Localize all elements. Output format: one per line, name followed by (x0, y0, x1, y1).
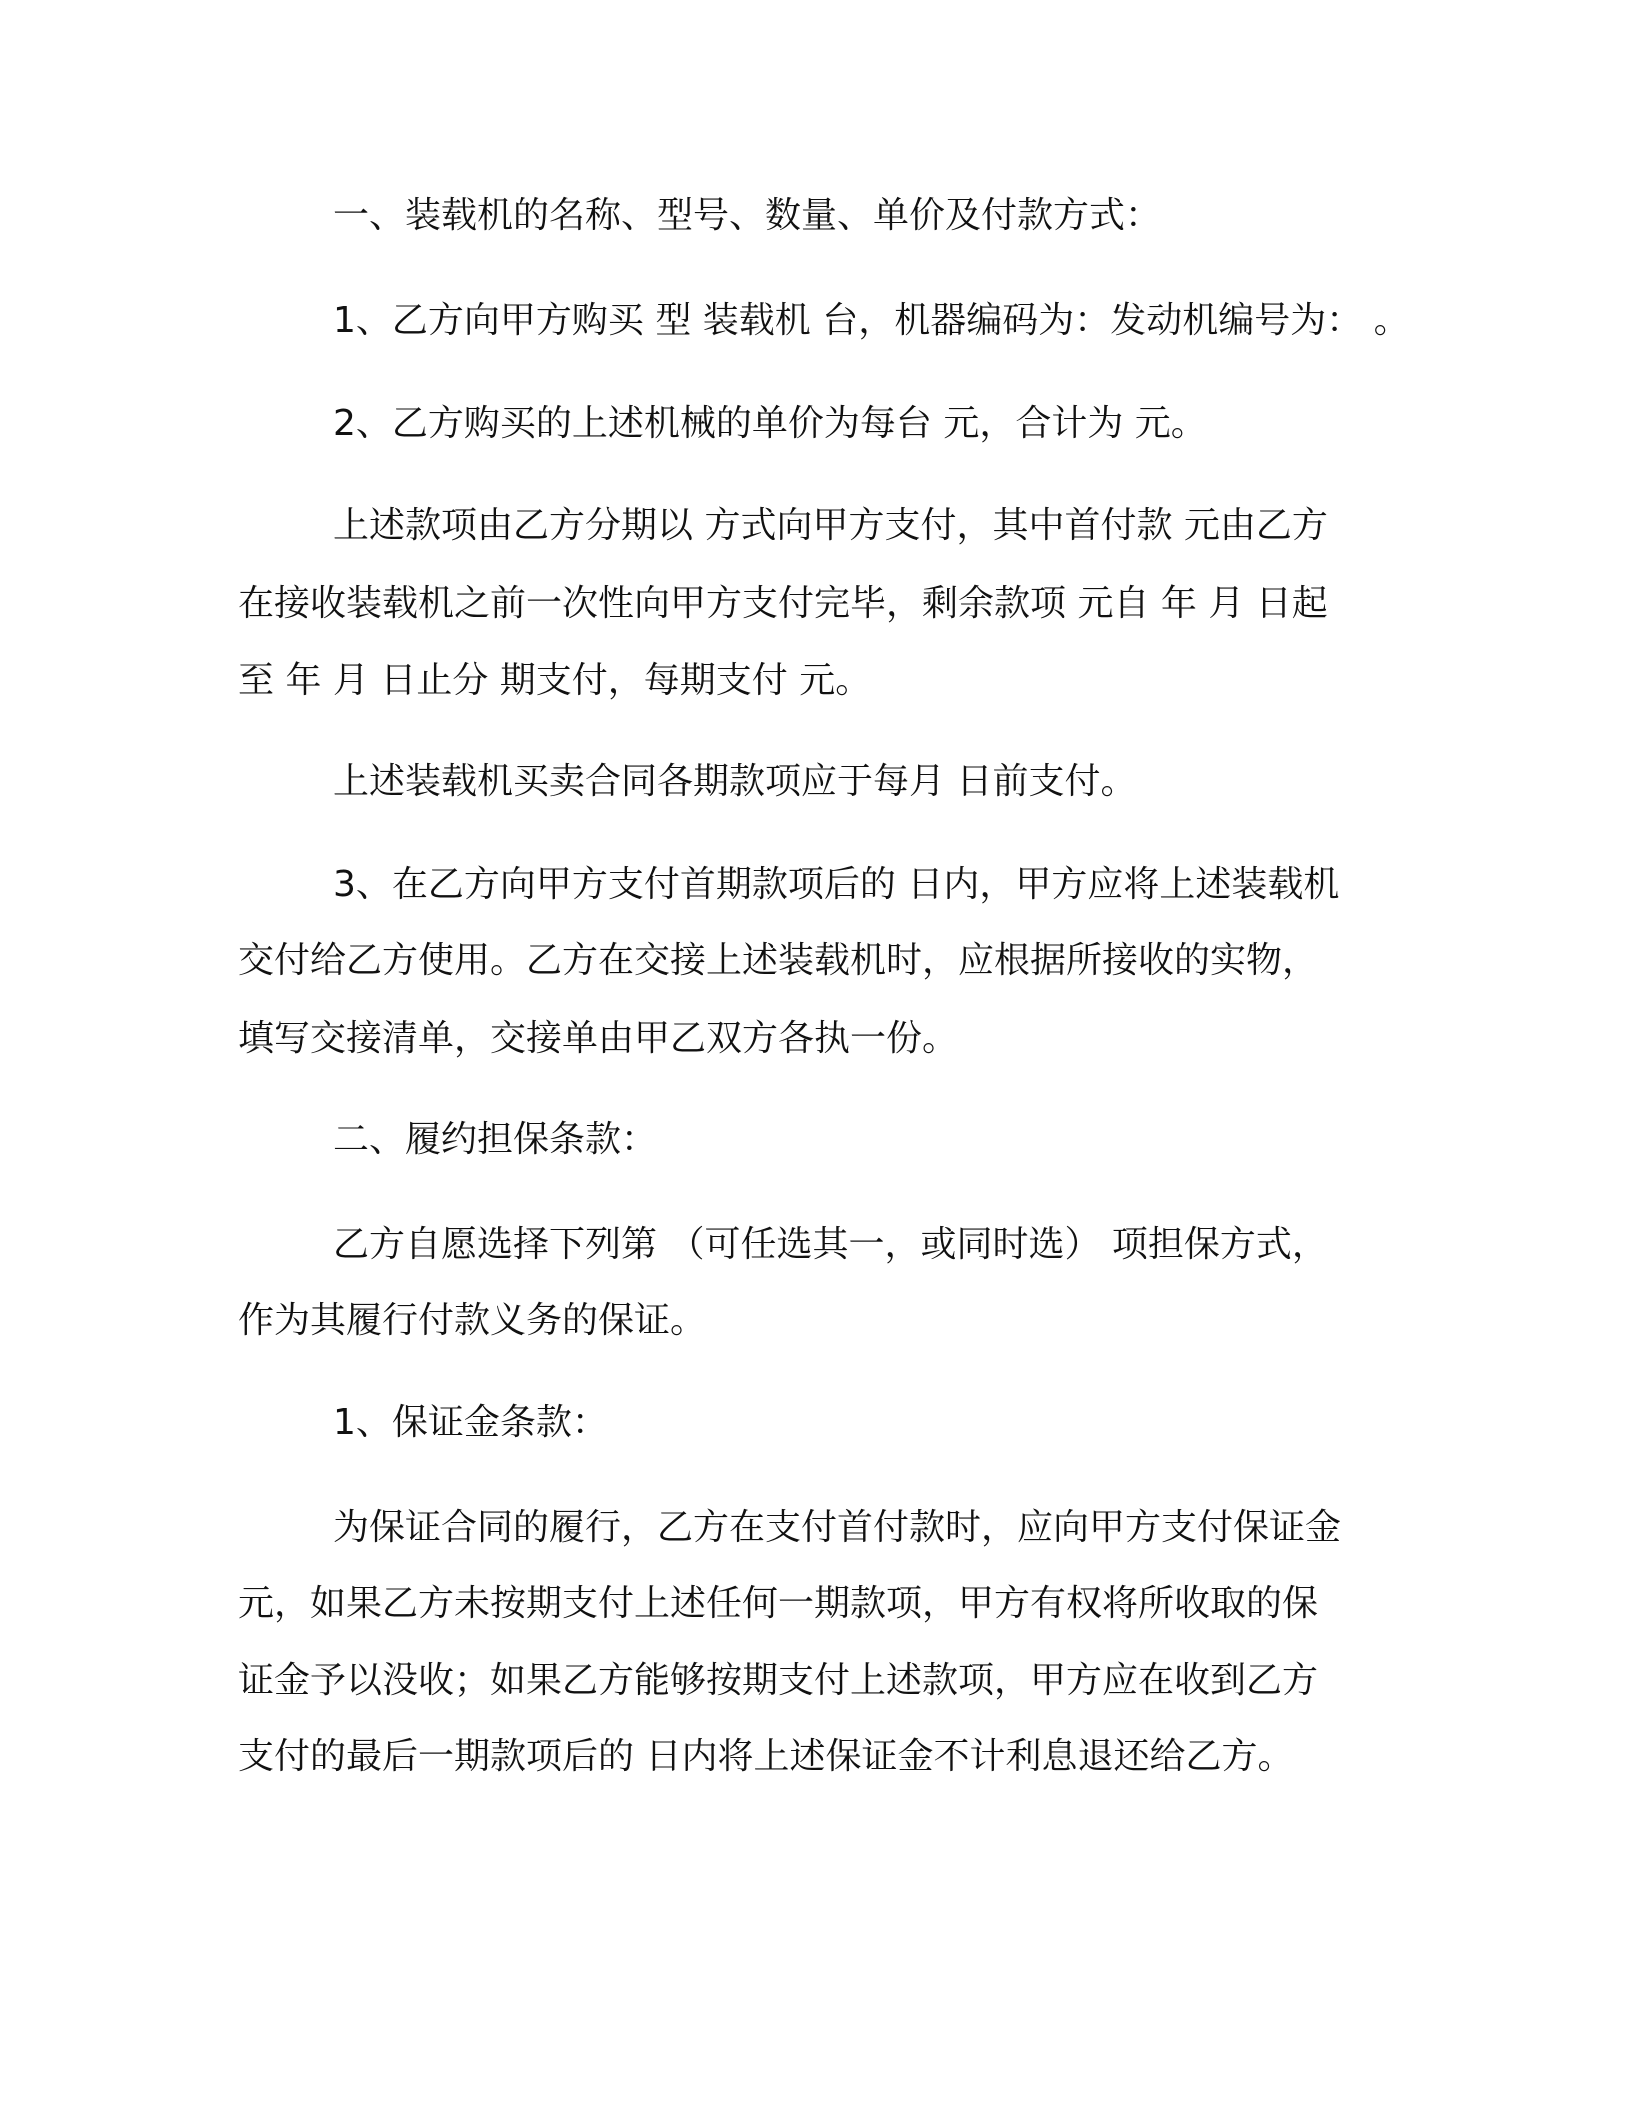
guarantee-intro-line-2: 作为其履行付款义务的保证。 (238, 1300, 707, 1341)
deposit-paragraph-line-2: 元，如果乙方未按期支付上述任何一期款项，甲方有权将所收取的保 (238, 1583, 1319, 1624)
monthly-due-paragraph: 上述装载机买卖合同各期款项应于每月 日前支付。 (333, 761, 1137, 802)
clause-1-3-line-1: 3、在乙方向甲方支付首期款项后的 日内，甲方应将上述装载机 (333, 864, 1340, 905)
section1-heading: 一、装载机的名称、型号、数量、单价及付款方式： (333, 195, 1162, 236)
section2-heading: 二、履约担保条款： (333, 1119, 658, 1160)
clause-1-1: 1、乙方向甲方购买 型 装载机 台，机器编码为：发动机编号为： 。 (333, 300, 1410, 341)
guarantee-intro-line-1: 乙方自愿选择下列第 （可任选其一，或同时选） 项担保方式， (333, 1224, 1328, 1265)
payment-paragraph-line-1: 上述款项由乙方分期以 方式向甲方支付，其中首付款 元由乙方 (333, 505, 1328, 546)
payment-paragraph-line-2: 在接收装载机之前一次性向甲方支付完毕，剩余款项 元自 年 月 日起 (238, 583, 1328, 624)
deposit-paragraph-line-4: 支付的最后一期款项后的 日内将上述保证金不计利息退还给乙方。 (238, 1736, 1294, 1777)
payment-paragraph-line-3: 至 年 月 日止分 期支付，每期支付 元。 (238, 660, 872, 701)
deposit-paragraph-line-1: 为保证合同的履行，乙方在支付首付款时，应向甲方支付保证金 (333, 1507, 1342, 1548)
clause-1-2: 2、乙方购买的上述机械的单价为每台 元，合计为 元。 (333, 403, 1207, 444)
clause-1-3-line-3: 填写交接清单，交接单由甲乙双方各执一份。 (238, 1018, 959, 1059)
clause-1-3-line-2: 交付给乙方使用。乙方在交接上述装载机时，应根据所接收的实物， (238, 940, 1319, 981)
deposit-heading: 1、保证金条款： (333, 1402, 608, 1443)
deposit-paragraph-line-3: 证金予以没收；如果乙方能够按期支付上述款项，甲方应在收到乙方 (238, 1660, 1319, 1701)
